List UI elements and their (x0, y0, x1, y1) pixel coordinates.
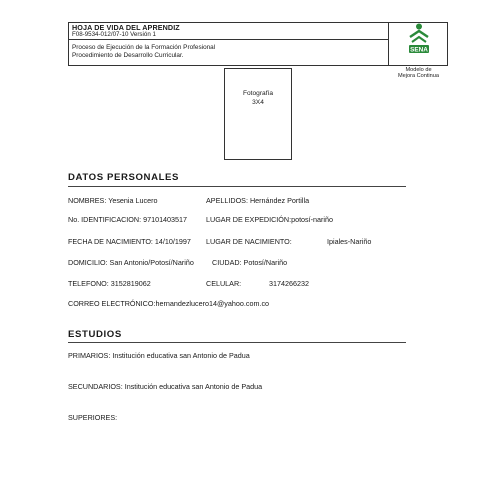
field-identificacion: No. IDENTIFICACION: 97101403517 (68, 215, 188, 224)
document-title: HOJA DE VIDA DEL APRENDIZ (72, 23, 180, 32)
field-primarios: PRIMARIOS: Institución educativa san Antonio de Padua (68, 351, 250, 360)
field-lugar-expedicion: LUGAR DE EXPEDICIÓN:potosí-nariño (206, 215, 334, 224)
logo-caption: Modelo de (405, 67, 432, 73)
photo-placeholder (224, 68, 292, 160)
photo-label: Fotografía (242, 90, 274, 97)
field-celular-label: CELULAR: (206, 279, 242, 288)
procedure-line: Procedimiento de Desarrollo Curricular. (72, 52, 184, 59)
field-secundarios: SECUNDARIOS: Institución educativa san Antonio de Padua (68, 382, 263, 391)
field-apellidos: APELLIDOS: Hernández Portilla (206, 196, 310, 205)
section-title-datos-personales: DATOS PERSONALES (68, 172, 180, 183)
process-line: Proceso de Ejecución de la Formación Profesional (72, 44, 216, 51)
field-domicilio: DOMICILIO: San Antonio/Potosí/Nariño (68, 258, 194, 267)
field-fecha-nacimiento: FECHA DE NACIMIENTO: 14/10/1997 (68, 237, 191, 246)
section-title-estudios: ESTUDIOS (68, 329, 122, 340)
field-superiores: SUPERIORES: (68, 413, 118, 422)
field-correo: CORREO ELECTRÓNICO:hernandezlucero14@yahoo.com.co (68, 299, 270, 308)
sena-logo (389, 22, 448, 79)
field-lugar-nacimiento-label: LUGAR DE NACIMIENTO: (206, 237, 292, 246)
field-lugar-nacimiento-value: Ipiales-Nariño (327, 237, 372, 246)
field-nombres: NOMBRES: Yesenia Lucero (68, 196, 158, 205)
document-code: F08-9534-012/07-10 Versión 1 (72, 31, 156, 38)
header-separator (68, 39, 388, 40)
logo-separator (389, 65, 448, 66)
field-telefono: TELEFONO: 3152819062 (68, 279, 151, 288)
photo-size-label: 3X4 (252, 99, 264, 106)
field-ciudad: CIUDAD: Potosí/Nariño (212, 258, 288, 267)
sena-logo-icon (408, 23, 430, 57)
logo-caption: Mejora Continua (397, 73, 440, 79)
section-rule (68, 186, 406, 187)
field-celular-value: 3174266232 (269, 279, 309, 288)
section-rule (68, 342, 406, 343)
logo-word: SENA (410, 46, 428, 54)
